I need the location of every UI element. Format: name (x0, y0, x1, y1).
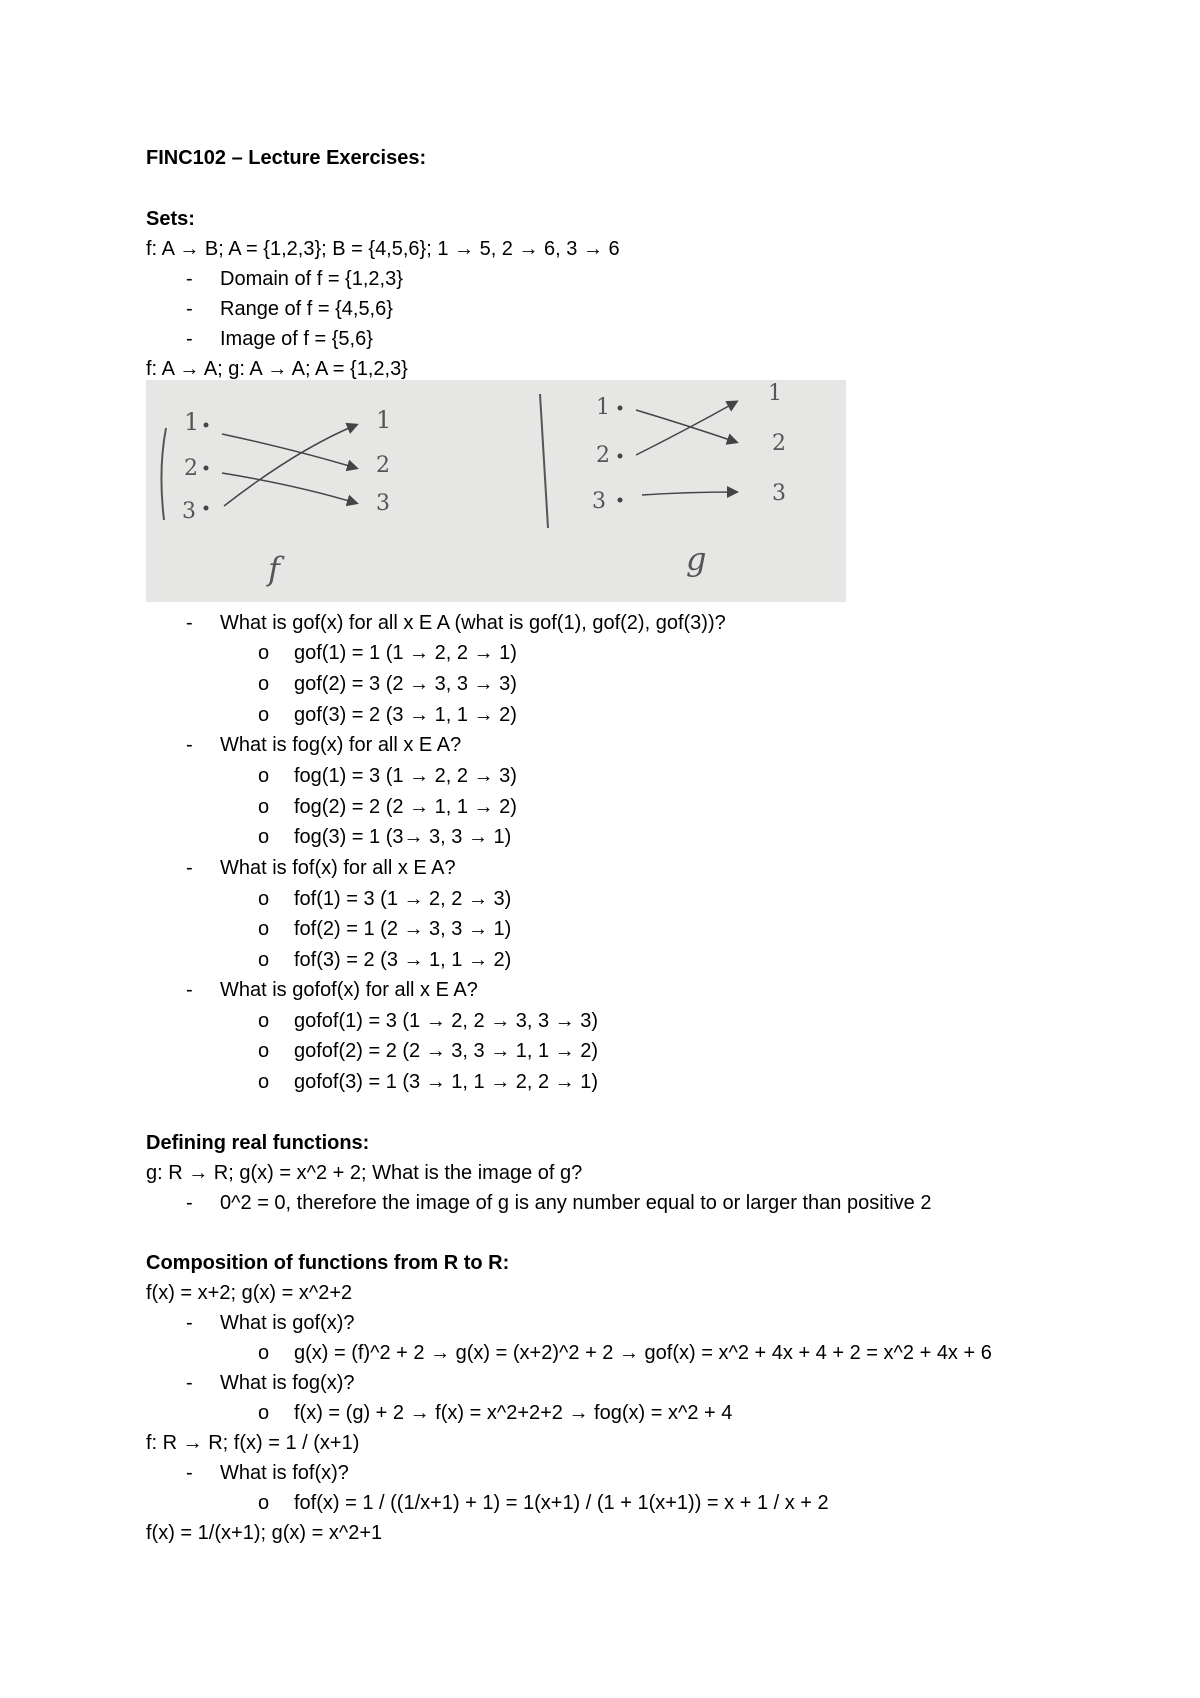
g-left-3: 3 (592, 489, 606, 514)
f-arrow-2-3 (222, 473, 356, 503)
g-arrow-3-3 (642, 492, 736, 495)
real-functions-heading: Defining real functions: (146, 1132, 370, 1154)
g-right-3: 3 (772, 481, 786, 506)
g-right-2: 2 (772, 431, 786, 456)
f-left-3: 3 (182, 499, 196, 524)
real-functions-line: g: R → R; g(x) = x^2 + 2; What is the image of g? (146, 1162, 583, 1184)
g-left-1: 1 (596, 395, 610, 420)
composition-line-2: f: R → R; f(x) = 1 / (x+1) (146, 1432, 360, 1454)
divider (540, 394, 548, 528)
f-bracket (161, 428, 166, 520)
g-left-2: 2 (596, 443, 610, 468)
f-left-2: 2 (184, 456, 198, 481)
f-label: f (268, 550, 280, 588)
f-arrow-3-1 (224, 425, 356, 506)
f-left-1: 1 (184, 408, 200, 436)
mapping-diagram-photo (146, 380, 846, 602)
g-arrow-1-2 (636, 410, 736, 442)
g-right-1: 1 (768, 381, 782, 406)
g-label: g (686, 540, 707, 578)
f-right-2: 2 (376, 453, 390, 478)
composition-line-1: f(x) = x+2; g(x) = x^2+2 (146, 1282, 353, 1304)
g-arrow-2-1 (636, 402, 736, 455)
f-arrow-1-2 (222, 434, 356, 468)
mapping-diagram (146, 380, 846, 602)
composition-line-3: f(x) = 1/(x+1); g(x) = x^2+1 (146, 1522, 383, 1544)
f-right-3: 3 (376, 491, 390, 516)
page-title: FINC102 – Lecture Exercises: (146, 147, 427, 169)
g-dot (618, 454, 623, 459)
g-dot (618, 406, 623, 411)
f-right-1: 1 (376, 406, 392, 434)
f-dot (204, 423, 209, 428)
sets-heading: Sets: (146, 208, 195, 230)
f-dot (204, 466, 209, 471)
f-dot (204, 506, 209, 511)
composition-heading: Composition of functions from R to R: (146, 1252, 510, 1274)
sets-line-2: f: A → A; g: A → A; A = {1,2,3} (146, 358, 408, 380)
sets-line-1: f: A → B; A = {1,2,3}; B = {4,5,6}; 1 → 5, 2 → 6, 3 → 6 (146, 238, 620, 260)
g-dot (618, 498, 623, 503)
